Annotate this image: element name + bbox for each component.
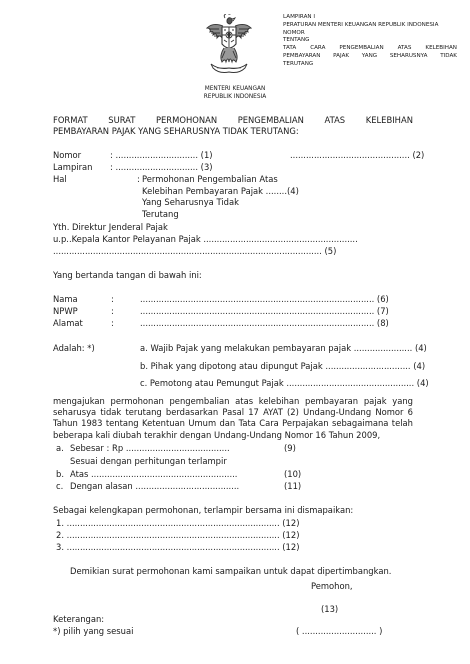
npwp-label: NPWP — [53, 306, 78, 316]
format-title-line-1: FORMAT SURAT PERMOHONAN PENGEMBALIAN ATAS KELEBIHAN — [53, 115, 413, 125]
point-a-number: (9) — [284, 443, 296, 453]
point-c-number: (11) — [284, 481, 302, 491]
regulation-subject-line-2: PEMBAYARAN PAJAK YANG SEHARUSNYA TIDAK — [283, 52, 457, 59]
npwp-field: ........................................................................................ (7) — [140, 306, 389, 316]
regulation-subject-line-1: TATA CARA PENGEMBALIAN ATAS KELEBIHAN — [283, 45, 457, 52]
nama-label: Nama — [53, 294, 78, 304]
intro-text: Yang bertanda tangan di bawah ini: — [53, 270, 202, 280]
hal-label: Hal — [53, 174, 67, 184]
lampiran-field: : ............................... (3) — [110, 162, 213, 172]
body-line-1: mengajukan permohonan pengembalian atas kelebihan pembayaran pajak yang — [53, 396, 413, 406]
hal-line-3: Yang Seharusnya Tidak Terutang — [142, 197, 239, 219]
hal-line-2: Kelebihan Pembayaran Pajak ........(4) — [142, 185, 299, 196]
alamat-field: ........................................................................................ (8) — [140, 318, 389, 328]
attachment-item-1: 1. ................................................................................ (12) — [56, 518, 300, 528]
signature-number: (13) — [321, 604, 339, 614]
nomor-field: : ............................... (1) — [110, 150, 213, 160]
body-line-4: beberapa kali diubah terakhir dengan Undang-Undang Nomor 16 Tahun 2009, — [53, 429, 381, 440]
nama-field: ........................................................................................ (6) — [140, 294, 389, 304]
regulation-subject-line-3: TERUTANG — [283, 60, 314, 67]
adalah-option-a: a. Wajib Pajak yang melakukan pembayaran pajak ...................... (4) — [140, 343, 427, 353]
point-a-label: a. — [56, 443, 64, 453]
lampiran-label: Lampiran — [53, 162, 93, 172]
nama-colon: : — [111, 294, 114, 304]
lampiran-block — [283, 14, 457, 69]
point-b-label: b. — [56, 469, 64, 479]
recipient-line-2: u.p..Kepala Kantor Pelayanan Pajak .......................................................... — [53, 234, 358, 244]
adalah-label: Adalah: *) — [53, 343, 95, 353]
nomor-label: Nomor — [53, 150, 82, 160]
closing-text: Demikian surat permohonan kami sampaikan untuk dapat dipertimbangkan. — [70, 566, 392, 576]
adalah-option-c: c. Pemotong atau Pemungut Pajak ................................................ (4) — [140, 378, 429, 388]
format-title-line-2: PEMBAYARAN PAJAK YANG SEHARUSNYA TIDAK TERUTANG: — [53, 126, 299, 136]
point-a-subtext: Sesuai dengan perhitungan terlampir — [70, 456, 227, 466]
keterangan-label: Keterangan: — [53, 614, 105, 624]
keterangan-note: *) pilih yang sesuai — [53, 626, 134, 636]
signature-name-line: ( ............................ ) — [296, 626, 383, 636]
attachment-item-3: 3. ................................................................................ (12) — [56, 542, 300, 552]
hal-line-1: Permohonan Pengembalian Atas — [142, 174, 278, 184]
regulation-name: PERATURAN MENTERI KEUANGAN REPUBLIK INDONESIA — [283, 21, 439, 28]
body-line-2: seharusya tidak terutang berdasarkan Pasal 17 AYAT (2) Undang-Undang Nomor 6 — [53, 407, 413, 418]
alamat-colon: : — [111, 318, 114, 328]
npwp-colon: : — [111, 306, 114, 316]
body-line-3: Tahun 1983 tentang Ketentuan Umum dan Tata Cara Perpajakan sebagaimana telah — [53, 418, 413, 429]
regulation-number-label: NOMOR — [283, 29, 305, 36]
point-b-number: (10) — [284, 469, 302, 479]
hal-subject — [142, 174, 299, 220]
point-c-text: Dengan alasan ....................................... — [70, 481, 240, 491]
body-paragraph — [53, 396, 413, 441]
minister-title: MENTERI KEUANGAN REPUBLIK INDONESIA — [203, 86, 267, 100]
recipient-line-3: ..................................................................................................... (5) — [53, 246, 337, 256]
hal-colon: : — [137, 174, 140, 184]
recipient-line-1: Yth. Direktur Jenderal Pajak — [53, 222, 168, 232]
regulation-about-label: TENTANG — [283, 37, 310, 44]
point-a-text: Sebesar : Rp ....................................... — [70, 443, 230, 453]
point-b-text: Atas ....................................................... — [70, 469, 238, 479]
adalah-option-b: b. Pihak yang dipotong atau dipungut Pajak ................................ (4) — [140, 361, 426, 371]
signature-title: Pemohon, — [311, 581, 353, 591]
garuda-emblem-icon — [205, 14, 253, 76]
alamat-label: Alamat — [53, 318, 83, 328]
attachment-item-2: 2. ................................................................................ (12) — [56, 530, 300, 540]
point-c-label: c. — [56, 481, 64, 491]
lampiran-title: LAMPIRAN I — [283, 14, 316, 20]
kelengkapan-intro: Sebagai kelengkapan permohonan, terlampir bersama ini dismapaikan: — [53, 505, 354, 515]
date-field: ............................................. (2) — [290, 150, 425, 160]
